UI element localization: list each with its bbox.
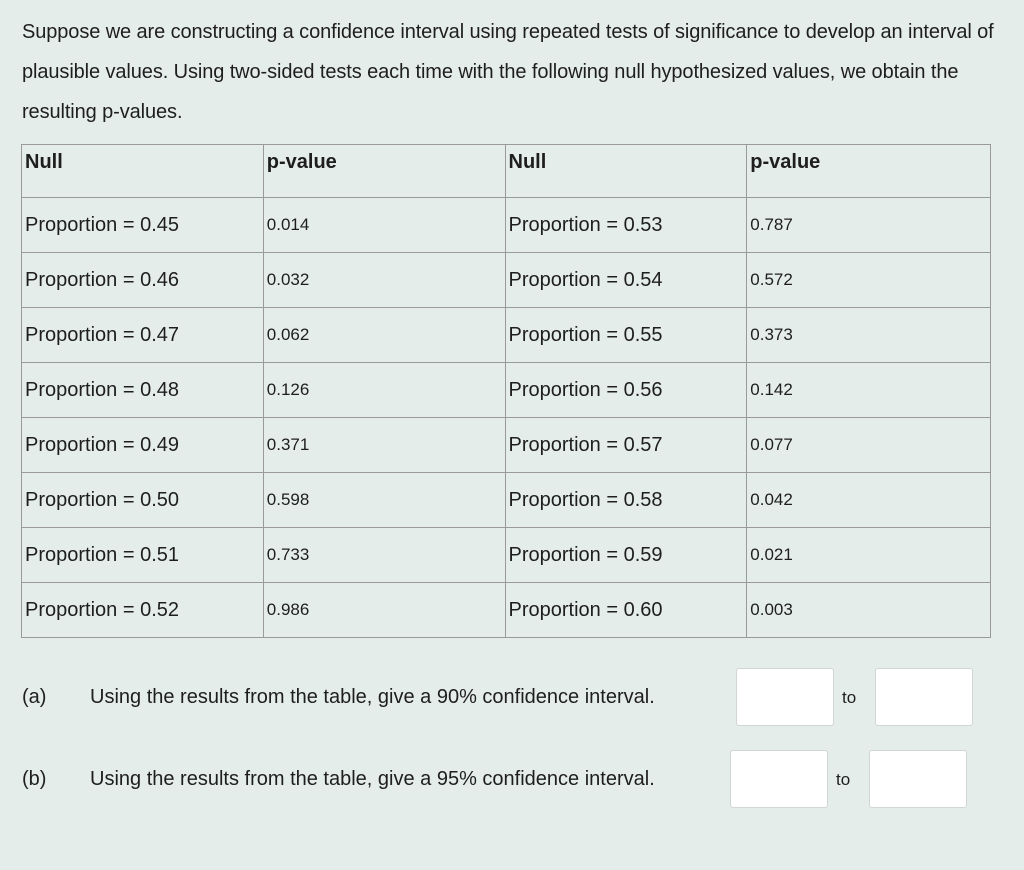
null-cell: Proportion = 0.51	[22, 528, 264, 583]
p-value-cell: 0.126	[263, 363, 505, 418]
table-header-row	[22, 145, 991, 198]
null-cell: Proportion = 0.55	[505, 308, 747, 363]
table-row	[22, 308, 991, 363]
question-b-lower-input[interactable]	[730, 750, 828, 808]
null-cell: Proportion = 0.57	[505, 418, 747, 473]
table-row	[22, 528, 991, 583]
p-value-cell: 0.042	[747, 473, 991, 528]
table-row	[22, 583, 991, 638]
table-row	[22, 253, 991, 308]
null-cell: Proportion = 0.45	[22, 198, 264, 253]
header-p-value-right: p-value	[747, 145, 991, 198]
null-cell: Proportion = 0.48	[22, 363, 264, 418]
question-a-label: (a)	[22, 686, 47, 708]
null-cell: Proportion = 0.54	[505, 253, 747, 308]
null-cell: Proportion = 0.60	[505, 583, 747, 638]
header-null-left: Null	[22, 145, 264, 198]
p-value-cell: 0.062	[263, 308, 505, 363]
question-a-upper-input[interactable]	[875, 668, 973, 726]
header-p-value-left: p-value	[263, 145, 505, 198]
p-value-cell: 0.142	[747, 363, 991, 418]
question-a	[22, 668, 982, 728]
p-value-cell: 0.373	[747, 308, 991, 363]
question-a-lower-input[interactable]	[736, 668, 834, 726]
question-b	[22, 750, 982, 810]
null-cell: Proportion = 0.58	[505, 473, 747, 528]
p-value-cell: 0.077	[747, 418, 991, 473]
null-cell: Proportion = 0.49	[22, 418, 264, 473]
table-row	[22, 363, 991, 418]
question-b-to-label: to	[836, 770, 851, 789]
question-b-upper-input[interactable]	[869, 750, 967, 808]
null-cell: Proportion = 0.53	[505, 198, 747, 253]
p-value-cell: 0.014	[263, 198, 505, 253]
question-b-text: Using the results from the table, give a 95% confidence interval.	[90, 768, 655, 790]
null-cell: Proportion = 0.59	[505, 528, 747, 583]
header-null-right: Null	[505, 145, 747, 198]
p-value-cell: 0.986	[263, 583, 505, 638]
p-value-cell: 0.003	[747, 583, 991, 638]
p-value-cell: 0.371	[263, 418, 505, 473]
null-cell: Proportion = 0.46	[22, 253, 264, 308]
question-a-text: Using the results from the table, give a 90% confidence interval.	[90, 686, 655, 708]
p-value-cell: 0.598	[263, 473, 505, 528]
null-cell: Proportion = 0.50	[22, 473, 264, 528]
p-value-cell: 0.787	[747, 198, 991, 253]
p-value-cell: 0.572	[747, 253, 991, 308]
p-value-cell: 0.021	[747, 528, 991, 583]
intro-paragraph: Suppose we are constructing a confidence interval using repeated tests of significance to develop an interval of plausible values. Using two-sided tests each time with the following null hypothesized values, we obtain the resulting p-values.	[22, 21, 994, 123]
table-row	[22, 418, 991, 473]
table-row	[22, 473, 991, 528]
question-b-label: (b)	[22, 768, 47, 790]
null-cell: Proportion = 0.56	[505, 363, 747, 418]
null-cell: Proportion = 0.52	[22, 583, 264, 638]
p-value-cell: 0.032	[263, 253, 505, 308]
null-cell: Proportion = 0.47	[22, 308, 264, 363]
table-row	[22, 198, 991, 253]
p-value-table	[21, 144, 991, 638]
p-value-cell: 0.733	[263, 528, 505, 583]
question-a-to-label: to	[842, 688, 857, 707]
